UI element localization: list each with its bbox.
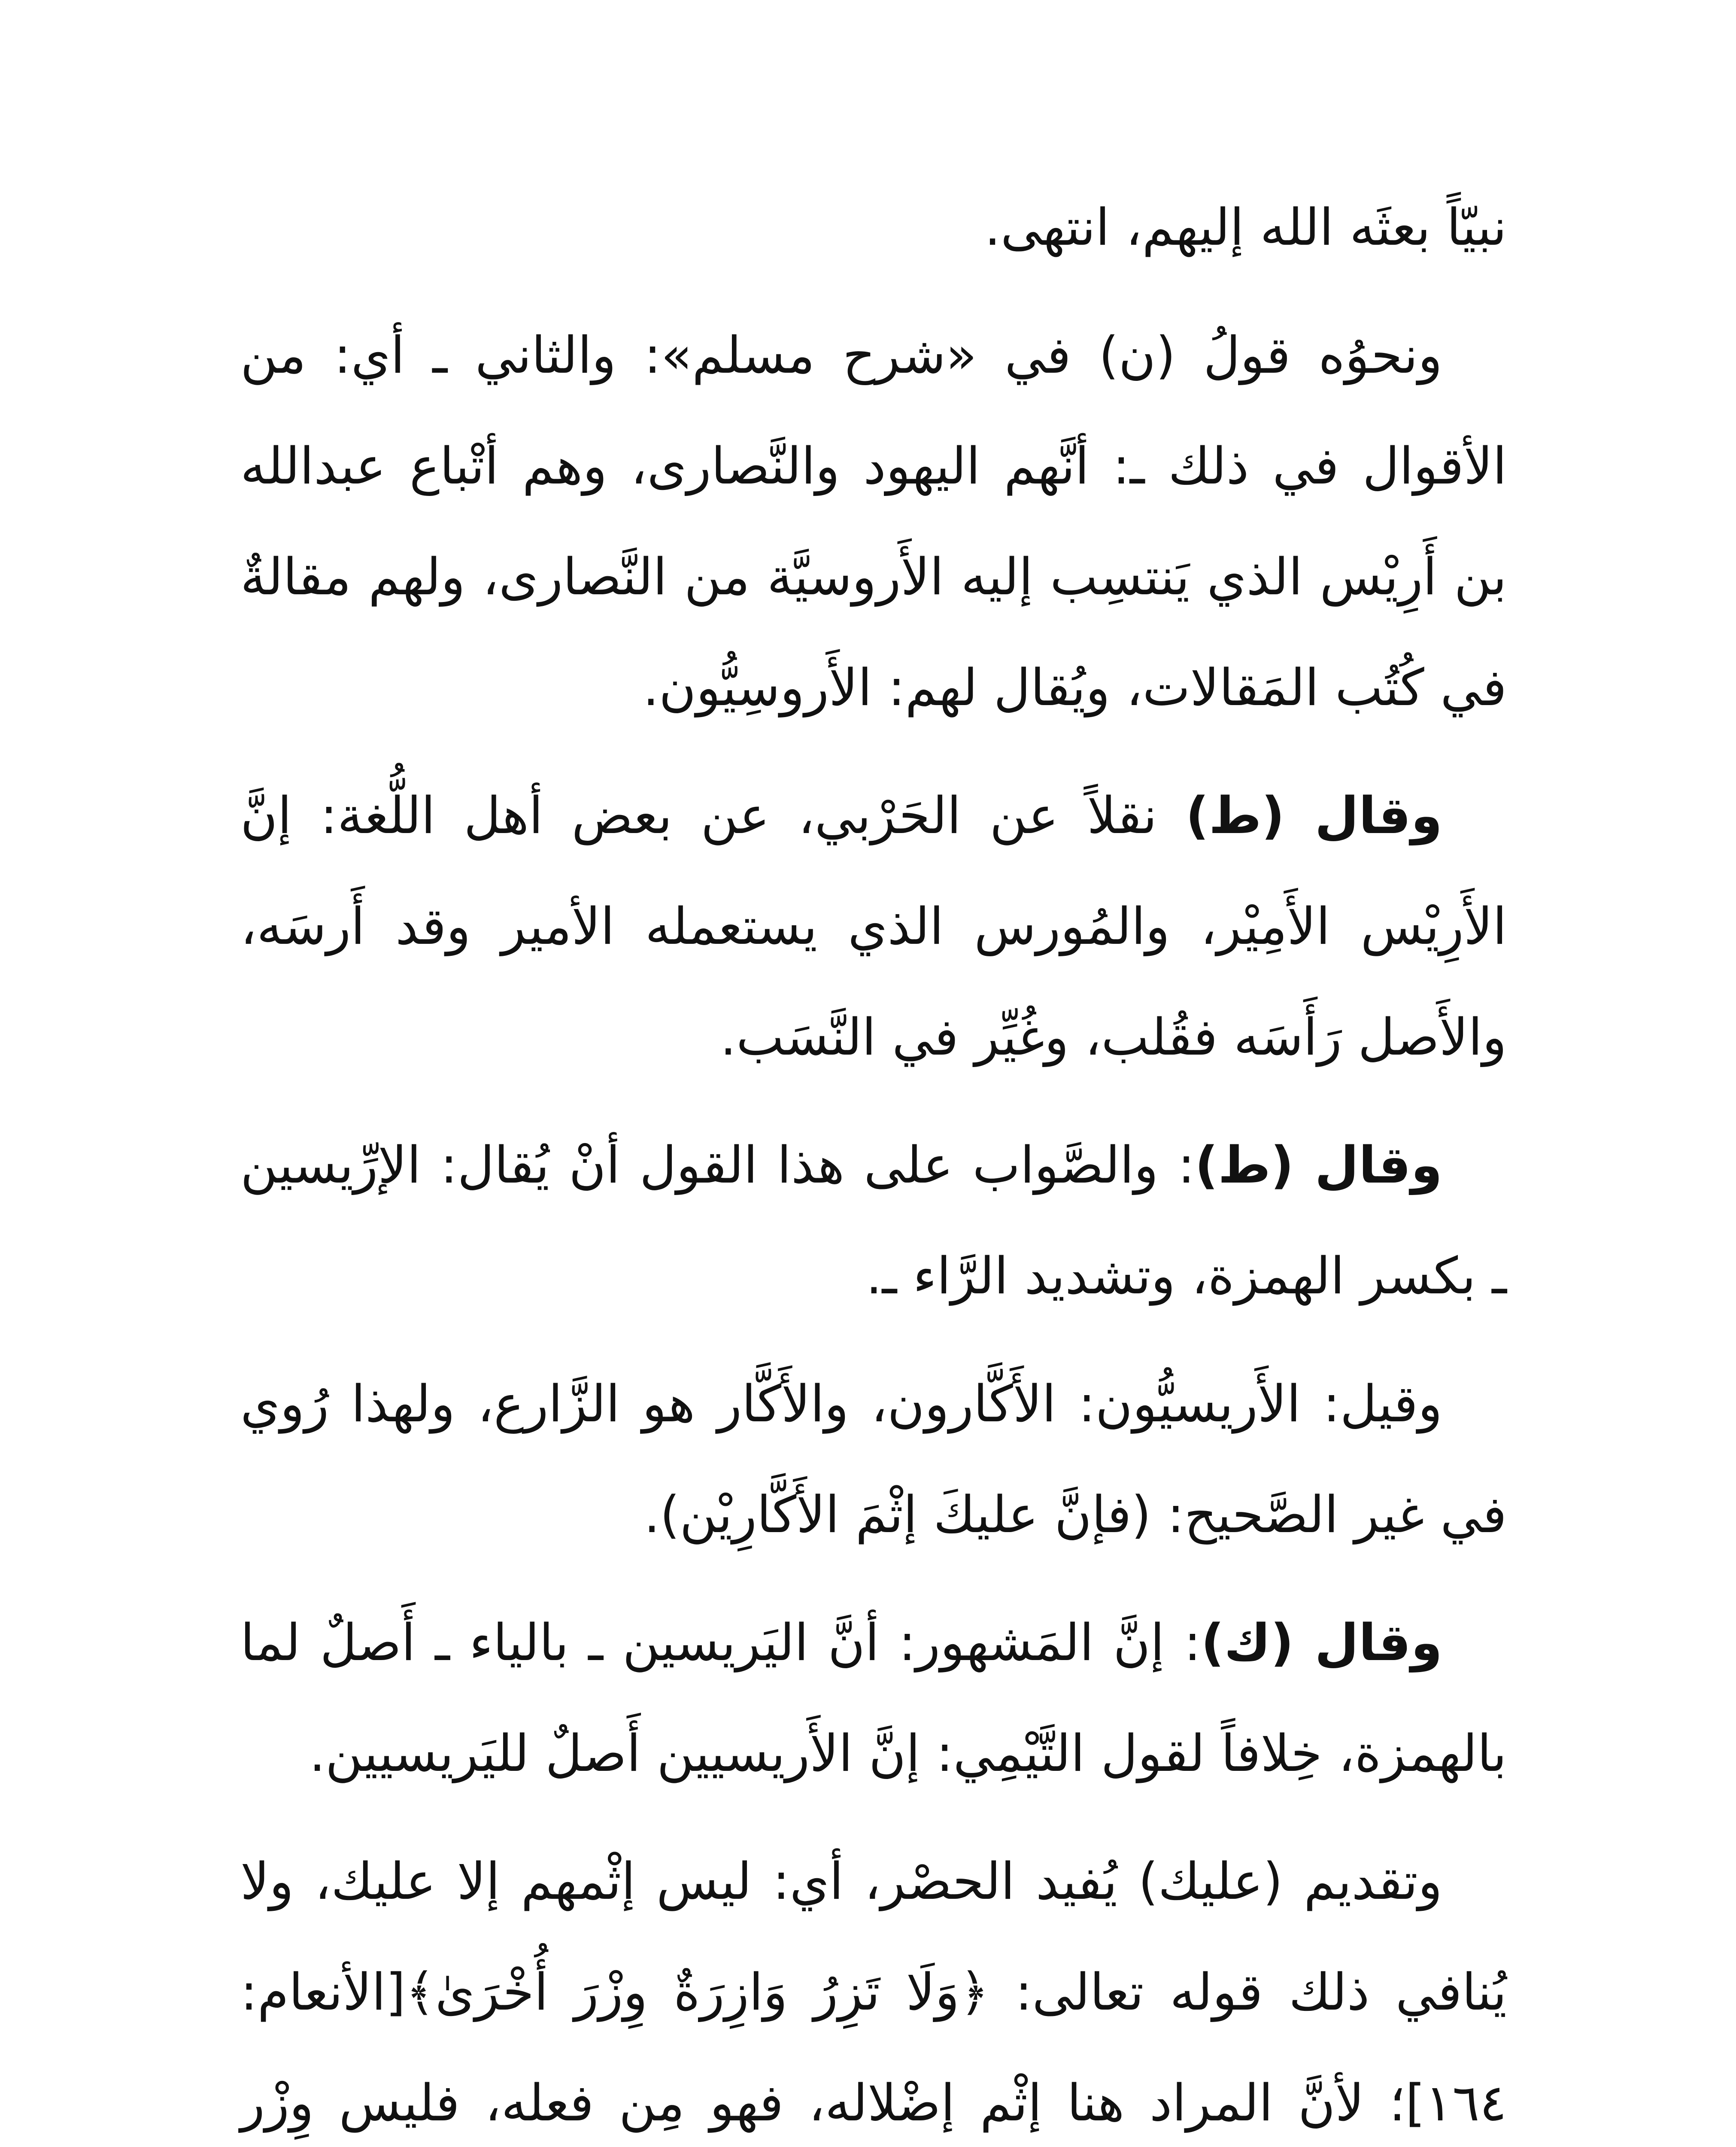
paragraph-text: نبيّاً بعثَه الله إليهم، انتهى.	[984, 198, 1507, 257]
paragraph-text: : والصَّواب على هذا القول أنْ يُقال: الإرِّيسين ـ بكسر الهمزة، وتشديد الرَّاء ـ.	[240, 1135, 1507, 1305]
paragraph-5	[240, 1348, 1507, 1570]
body-text	[240, 172, 1507, 2147]
paragraph-text: وتقديم (عليك) يُفيد الحصْر، أي: ليس إثْمهم إلا عليك، ولا يُنافي ذلك قوله تعالى: ﴿وَلَا تَزِرُ وَازِرَةٌ وِزْرَ أُخْرَىٰ﴾[الأنعام: ١٦٤]؛ لأنَّ المراد هنا إثْم إضْلاله، فهو مِن فعله، فليس وِزْر	[240, 1852, 1507, 2132]
paragraph-6	[240, 1587, 1507, 1809]
paragraph-4	[240, 1110, 1507, 1331]
paragraph-lead: وقال (ك)	[1201, 1613, 1442, 1672]
paragraph-text: : إنَّ المَشهور: أنَّ اليَريسين ـ بالياء ـ أَصلٌ لما بالهمزة، خِلافاً لقول التَّيْمِي: إنَّ الأَريسيين أَصلٌ لليَريسيين.	[240, 1613, 1507, 1783]
paragraph-3	[240, 760, 1507, 1092]
paragraph-text: ونحوُه قولُ (ن) في «شرح مسلم»: والثاني ـ أي: من الأقوال في ذلك ـ: أنَّهم اليهود والنَّصارى، وهم أتْباع عبدالله بن أَرِيْس الذي يَنتسِب إليه الأَروسيَّة من النَّصارى، ولهم مقالةٌ في كُتُب المَقالات، ويُقال لهم: الأَروسِيُّون.	[240, 325, 1507, 717]
paragraph-text: وقيل: الأَريسيُّون: الأَكَّارون، والأَكَّار هو الزَّارع، ولهذا رُوي في غير الصَّحيح: (فإنَّ عليكَ إثْمَ الأَكَّارِيْن).	[240, 1374, 1507, 1544]
paragraph-lead: وقال (ط)	[1195, 1135, 1442, 1195]
paragraph-2	[240, 300, 1507, 743]
paragraph-lead: وقال (ط)	[1186, 786, 1442, 845]
paragraph-7	[240, 1826, 1507, 2147]
paragraph-text: نقلاً عن الحَرْبي، عن بعض أهل اللُّغة: إنَّ الأَرِيْس الأَمِيْر، والمُورس الذي يستعمله الأمير وقد أَرسَه، والأَصل رَأَسَه فقُلب، وغُيِّر في النَّسَب.	[240, 786, 1507, 1067]
paragraph-1	[240, 172, 1507, 283]
